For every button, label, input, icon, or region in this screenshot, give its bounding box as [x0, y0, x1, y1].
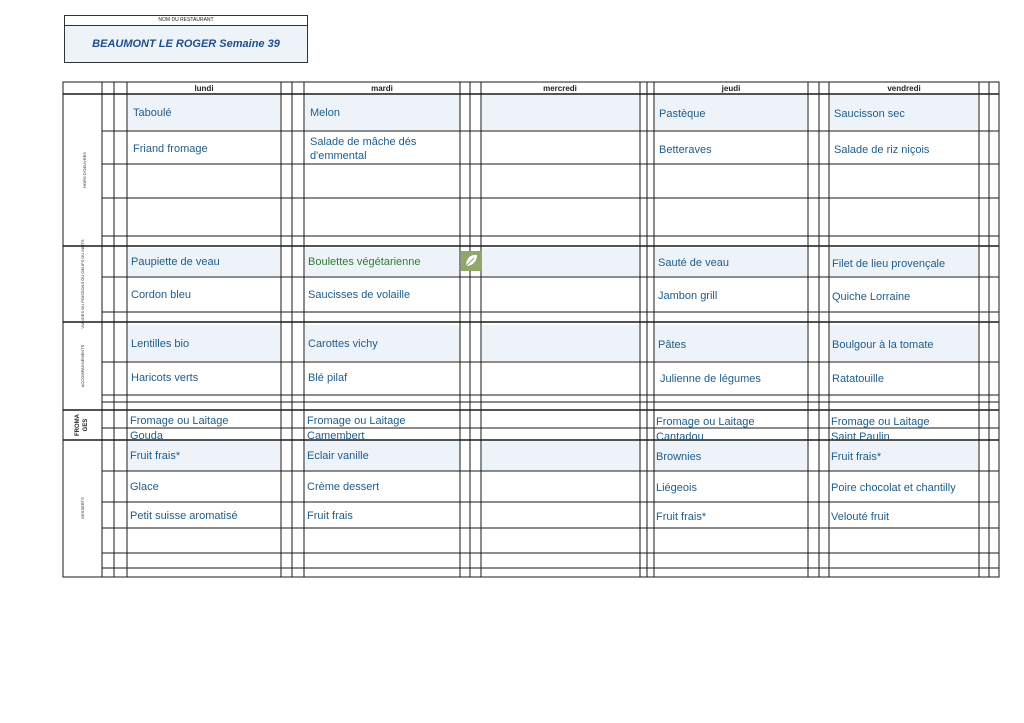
- menu-item: Pâtes: [658, 339, 687, 351]
- menu-item: Brownies: [656, 451, 702, 463]
- menu-item: Salade de mâche dés: [310, 136, 417, 148]
- leaf-icon: [461, 251, 482, 271]
- day-header-lundi: lundi: [194, 84, 214, 93]
- menu-item: Fromage ou Laitage: [130, 415, 229, 427]
- menu-item: Fromage ou Laitage: [656, 416, 755, 428]
- menu-item: Cordon bleu: [131, 289, 191, 301]
- menu-item: Fruit frais*: [130, 450, 181, 462]
- menu-item: Fromage ou Laitage: [307, 415, 406, 427]
- menu-item: Blé pilaf: [308, 372, 348, 384]
- menu-item: d'emmental: [310, 150, 367, 162]
- menu-item: Saucisses de volaille: [308, 289, 411, 301]
- menu-item: Camembert: [307, 430, 365, 442]
- menu-item: Cantadou: [656, 431, 704, 443]
- menu-item: Poire chocolat et chantilly: [831, 482, 956, 494]
- menu-item: Fromage ou Laitage: [831, 416, 930, 428]
- menu-item: Saucisson sec: [834, 108, 905, 120]
- restaurant-label: NOM DU RESTAURANT: [65, 16, 307, 26]
- menu-item: Gouda: [130, 430, 164, 442]
- menu-item: Lentilles bio: [131, 338, 190, 350]
- day-header-mardi: mardi: [371, 84, 393, 93]
- day-header-jeudi: jeudi: [721, 84, 741, 93]
- menu-item: Jambon grill: [658, 290, 718, 302]
- section-label-viandes: VIANDES OU POISSONS OU OEUFS OU MAITS: [80, 239, 85, 329]
- menu-item: Velouté fruit: [831, 511, 890, 523]
- section-label-fromages-1: FROMA: [75, 414, 81, 436]
- day-header-mercredi: mercredi: [543, 84, 577, 93]
- section-label-accompagnements: ACCOMPAGNEMENTS: [80, 344, 85, 388]
- menu-item: Saint Paulin: [831, 431, 890, 443]
- menu-item: Liégeois: [656, 482, 697, 494]
- menu-item: Petit suisse aromatisé: [130, 510, 238, 522]
- section-label-desserts: DESSERTS: [80, 497, 85, 519]
- menu-item: Melon: [310, 107, 340, 119]
- menu-item: Boulettes végétarienne: [308, 256, 421, 268]
- menu-item: Salade de riz niçois: [834, 144, 930, 156]
- menu-item: Carottes vichy: [308, 338, 378, 350]
- menu-item: Glace: [130, 481, 159, 493]
- menu-item: Filet de lieu provençale: [832, 258, 946, 270]
- menu-item: Friand fromage: [133, 143, 208, 155]
- menu-item: Pastèque: [659, 108, 706, 120]
- menu-item: Sauté de veau: [658, 257, 729, 269]
- menu-item: Haricots verts: [131, 372, 199, 384]
- menu-item: Taboulé: [133, 107, 172, 119]
- day-header-vendredi: vendredi: [887, 84, 921, 93]
- menu-item: Ratatouille: [832, 373, 884, 385]
- section-label-fromages-2: GES: [83, 418, 89, 432]
- menu-item: Fruit frais*: [656, 511, 707, 523]
- restaurant-title: BEAUMONT LE ROGER Semaine 39: [92, 38, 280, 50]
- menu-item: Fruit frais*: [831, 451, 882, 463]
- menu-item: Betteraves: [659, 144, 712, 156]
- menu-item: Quiche Lorraine: [832, 291, 911, 303]
- menu-item: Julienne de légumes: [660, 373, 761, 385]
- menu-item: Fruit frais: [307, 510, 353, 522]
- menu-item: Crème dessert: [307, 481, 380, 493]
- menu-item: Eclair vanille: [307, 450, 369, 462]
- section-label-hors-doeuvres: HORS D'OEUVRES: [82, 152, 87, 188]
- menu-item: Paupiette de veau: [131, 256, 220, 268]
- menu-item: Boulgour à la tomate: [832, 339, 934, 351]
